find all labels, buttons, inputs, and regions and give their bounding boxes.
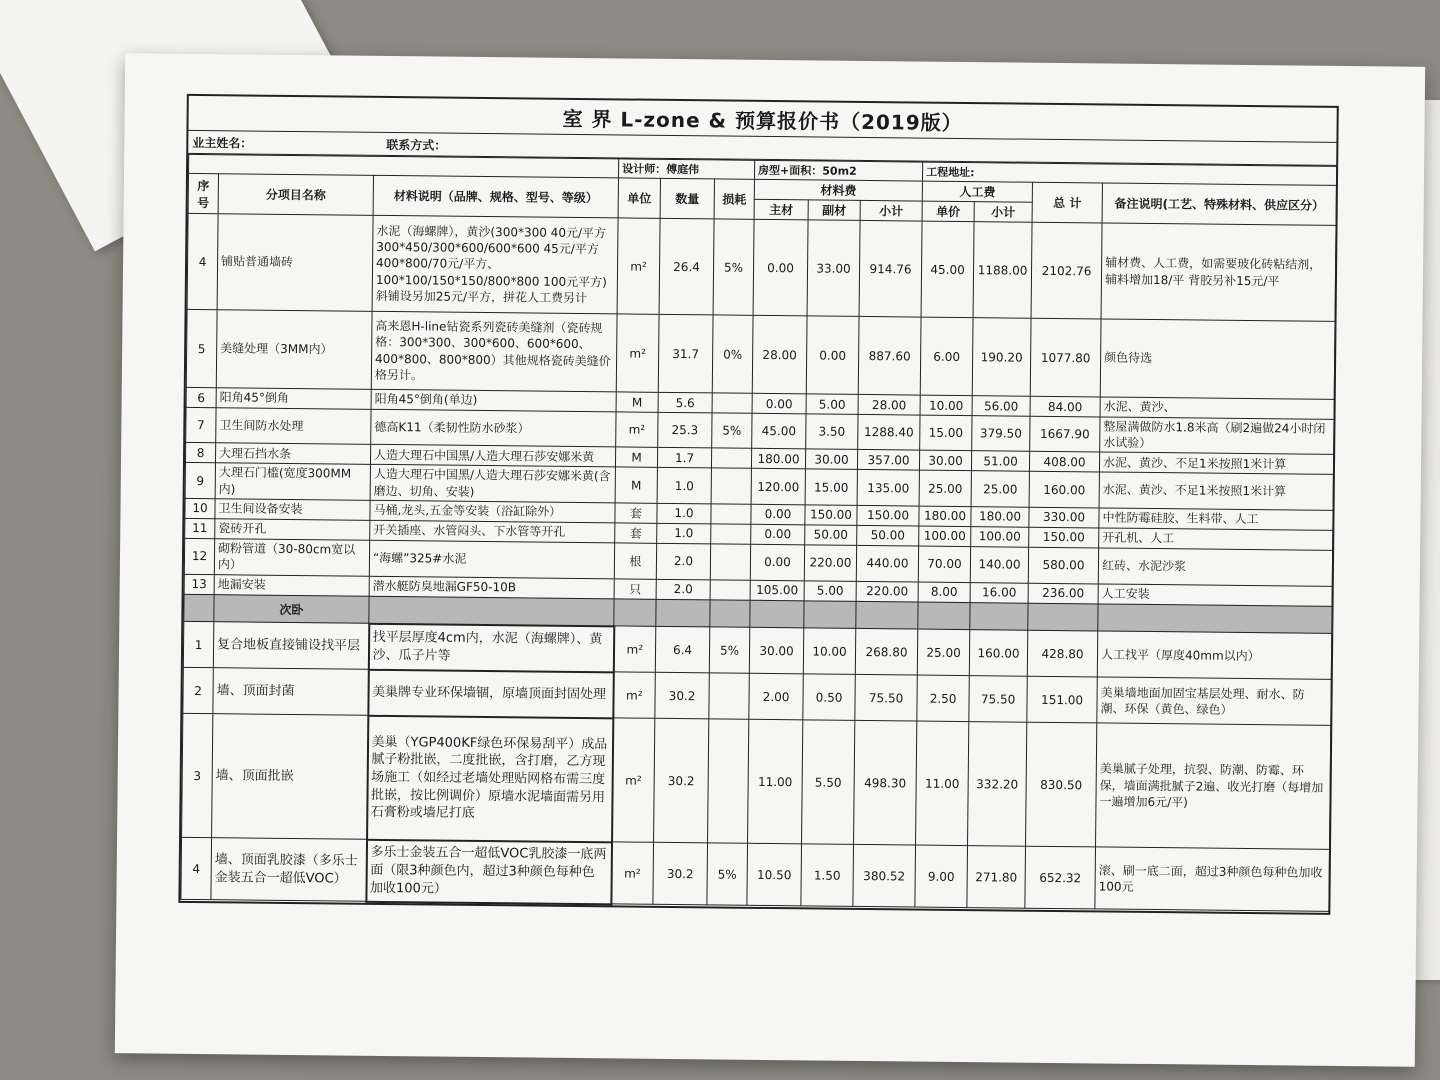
cell-remark: 人工找平（厚度40mm以内） bbox=[1097, 631, 1332, 679]
cell-material: 多乐士金装五合一超低VOC乳胶漆一底两面（限3种颜色内，超过3种颜色每种色加收100元） bbox=[366, 840, 612, 905]
cell-unit: m² bbox=[617, 218, 660, 314]
cell-sub: 150.00 bbox=[857, 505, 919, 526]
cell-aux: 5.50 bbox=[802, 720, 855, 845]
table-row bbox=[187, 213, 1336, 321]
header-unit-price: 单价 bbox=[922, 201, 974, 222]
header-seq: 序号 bbox=[188, 173, 218, 213]
cell-item: 大理石挡水条 bbox=[215, 443, 370, 465]
cell-loss bbox=[711, 448, 751, 468]
cell-sub: 914.76 bbox=[859, 220, 922, 317]
cell-remark: 颜色待选 bbox=[1100, 319, 1335, 399]
cell-total: 408.00 bbox=[1029, 452, 1099, 473]
cell-seq: 4 bbox=[187, 213, 218, 309]
cell-lsub: 379.50 bbox=[972, 416, 1030, 452]
cell-lsub: 160.00 bbox=[969, 630, 1027, 677]
cell-total: 1667.90 bbox=[1030, 416, 1100, 452]
cell-lsub: 75.50 bbox=[969, 676, 1027, 723]
cell-total: 830.50 bbox=[1026, 722, 1097, 847]
cell-remark: 水泥、黄沙、 bbox=[1100, 397, 1334, 419]
cell-lsub: 271.80 bbox=[967, 846, 1026, 909]
cell-material: 水泥（海螺牌），黄沙(300*300 40元/平方300*450/300*600/600*600 45元/平方400*800/70元/平方、100*100/150*150/800*800 100元平方)斜铺设另加25元/平方，拼花人工费另计 bbox=[372, 215, 618, 314]
cell-material: 德高K11（柔韧性防水砂浆） bbox=[371, 409, 616, 447]
cell-main: 0.00 bbox=[750, 544, 804, 581]
quotation-table bbox=[180, 154, 1337, 913]
quotation-document bbox=[178, 94, 1338, 915]
cell-remark: 辅材费、人工费，如需要玻化砖粘结剂，辅料增加18/平 背胶另补15元/平 bbox=[1101, 223, 1336, 321]
cell-sub: 135.00 bbox=[857, 470, 919, 506]
cell-aux: 30.00 bbox=[805, 449, 857, 470]
cell-total: 1077.80 bbox=[1030, 318, 1101, 397]
cell-loss bbox=[711, 504, 751, 524]
cell-aux: 5.00 bbox=[806, 394, 858, 415]
cell-qty: 30.2 bbox=[653, 843, 708, 906]
table-row bbox=[181, 838, 1330, 912]
cell-qty: 6.4 bbox=[655, 627, 709, 674]
cell-remark: 整屋满做防水1.8米高（刷2遍做24小时闭水试验） bbox=[1100, 417, 1334, 455]
header-material: 材料说明（品牌、规格、型号、等级） bbox=[373, 175, 618, 218]
cell-loss bbox=[710, 580, 750, 600]
cell-material: 马桶,龙头,五金等安装（浴缸除外） bbox=[370, 500, 615, 523]
cell-loss: 5% bbox=[712, 413, 752, 449]
cell-seq: 13 bbox=[184, 574, 214, 594]
cell-lprice: 25.00 bbox=[917, 629, 969, 676]
header-loss: 损耗 bbox=[714, 179, 754, 219]
header-aux: 副材 bbox=[808, 200, 860, 221]
cell-qty: 30.2 bbox=[655, 673, 709, 720]
cell-sub: 357.00 bbox=[857, 450, 919, 471]
cell-sub: 28.00 bbox=[858, 394, 920, 415]
cell-material: 人造大理石中国黑/人造大理石莎安娜米黄(含磨边、切角、安装) bbox=[370, 465, 615, 503]
header-subtotal: 小计 bbox=[860, 200, 922, 221]
cell-main: 30.00 bbox=[749, 628, 803, 675]
cell-seq: 6 bbox=[186, 387, 216, 407]
cell-main: 0.00 bbox=[751, 524, 805, 545]
cell-qty: 26.4 bbox=[659, 218, 714, 315]
cell-aux: 220.00 bbox=[804, 545, 856, 582]
cell-sub: 887.60 bbox=[858, 316, 921, 395]
cell-total: 428.80 bbox=[1027, 630, 1097, 677]
cell-loss: 0% bbox=[712, 315, 753, 393]
cell-remark: 人工安装 bbox=[1098, 584, 1332, 606]
cell-qty: 2.0 bbox=[656, 543, 710, 580]
cell-lprice: 6.00 bbox=[920, 317, 973, 396]
cell-total: 151.00 bbox=[1027, 676, 1097, 723]
cell-unit: 套 bbox=[615, 523, 657, 543]
cell-lprice: 11.00 bbox=[916, 721, 969, 846]
cell-main: 10.50 bbox=[747, 844, 802, 907]
header-qty: 数量 bbox=[660, 178, 714, 219]
cell-total: 330.00 bbox=[1029, 507, 1099, 528]
designer-label: 设计师：傅庭伟 bbox=[619, 159, 755, 179]
cell-seq: 7 bbox=[186, 407, 216, 443]
cell-lsub: 100.00 bbox=[971, 526, 1029, 547]
cell-aux: 15.00 bbox=[805, 469, 857, 505]
cell-seq: 1 bbox=[183, 622, 213, 668]
cell-material: “海螺”325#水泥 bbox=[369, 540, 614, 579]
cell-qty: 2.0 bbox=[656, 579, 710, 600]
cell-total: 2102.76 bbox=[1031, 222, 1102, 319]
cell-seq: 2 bbox=[183, 668, 213, 714]
cell-aux: 0.00 bbox=[806, 316, 859, 395]
table-row bbox=[186, 309, 1335, 399]
cell-remark: 水泥、黄沙、不足1米按照1米计算 bbox=[1099, 452, 1333, 474]
cell-sub: 1288.40 bbox=[858, 414, 920, 450]
cell-lsub: 51.00 bbox=[971, 451, 1029, 472]
cell-unit: 只 bbox=[614, 579, 656, 599]
cell-total: 580.00 bbox=[1028, 547, 1098, 584]
cell-remark: 水泥、黄沙、不足1米按照1米计算 bbox=[1099, 472, 1333, 510]
table-row bbox=[182, 714, 1331, 850]
cell-remark: 美巢墙地面加固宝基层处理、耐水、防潮、环保（黄色、绿色） bbox=[1097, 677, 1332, 725]
cell-lprice: 100.00 bbox=[919, 526, 971, 547]
cell-loss: 5% bbox=[713, 219, 754, 315]
cell-main: 45.00 bbox=[752, 413, 806, 449]
cell-material: 阳角45°倒角(单边) bbox=[371, 389, 616, 412]
cell-item: 卫生间防水处理 bbox=[216, 408, 371, 445]
header-main: 主材 bbox=[754, 199, 808, 220]
cell-lsub: 190.20 bbox=[972, 318, 1031, 397]
cell-lsub: 332.20 bbox=[968, 722, 1027, 847]
cell-remark: 开孔机、人工 bbox=[1099, 528, 1333, 550]
cell-sub: 75.50 bbox=[855, 675, 918, 722]
cell-item: 墙、顶面批嵌 bbox=[212, 714, 368, 840]
cell-item: 砌粉管道（30-80cm宽以内） bbox=[214, 538, 369, 576]
cell-remark: 美巢腻子处理，抗裂、防潮、防霉、环保，墙面满批腻子2遍、收光打磨（每增加一遍增加6元/平) bbox=[1096, 723, 1331, 849]
cell-total: 150.00 bbox=[1029, 527, 1099, 548]
cell-qty: 31.7 bbox=[658, 314, 713, 393]
cell-item: 铺贴普通墙砖 bbox=[217, 214, 373, 312]
cell-item: 墙、顶面封菌 bbox=[213, 668, 368, 716]
cell-material: 高来恩H-line钻瓷系列瓷砖美缝剂（瓷砖规格：300*300、300*600、600*600、400*800、800*800）其他规格瓷砖美缝价格另计。 bbox=[371, 311, 617, 392]
cell-loss bbox=[710, 544, 750, 580]
cell-item: 地漏安装 bbox=[214, 574, 369, 596]
cell-lsub: 56.00 bbox=[972, 396, 1030, 417]
cell-unit: 根 bbox=[614, 543, 656, 579]
cell-lsub: 140.00 bbox=[970, 546, 1028, 583]
cell-unit: m² bbox=[613, 672, 655, 718]
quotation-sheet bbox=[115, 53, 1425, 1067]
cell-main: 11.00 bbox=[748, 720, 803, 845]
cell-seq: 8 bbox=[185, 443, 215, 463]
cell-qty: 30.2 bbox=[654, 719, 709, 844]
cell-aux: 0.50 bbox=[803, 674, 855, 721]
cell-main: 180.00 bbox=[751, 449, 805, 470]
cell-item: 阳角45°倒角 bbox=[216, 388, 371, 410]
cell-material: 开关插座、水管闷头、下水管等开孔 bbox=[370, 520, 615, 543]
cell-lprice: 10.00 bbox=[920, 395, 972, 416]
cell-lsub: 1188.00 bbox=[973, 222, 1032, 319]
cell-loss: 5% bbox=[709, 627, 749, 673]
cell-loss bbox=[711, 524, 751, 544]
cell-material: 找平层厚度4cm内，水泥（海螺牌）、黄沙、瓜子片等 bbox=[368, 624, 613, 673]
cell-loss bbox=[709, 673, 749, 719]
cell-unit: m² bbox=[612, 718, 655, 842]
header-labor-subtotal: 小计 bbox=[974, 202, 1032, 223]
cell-remark: 滚、刷一底二面，超过3种颜色每种色加收100元 bbox=[1095, 847, 1330, 911]
header-labor-fee: 人工费 bbox=[922, 181, 1032, 202]
cell-lprice: 25.00 bbox=[919, 470, 971, 506]
cell-main: 0.00 bbox=[751, 504, 805, 525]
cell-unit: m² bbox=[616, 314, 659, 392]
room-label: 房型+面积：50m2 bbox=[755, 160, 923, 181]
cell-item: 复合地板直接铺设找平层 bbox=[213, 622, 368, 670]
contact-label: 联系方式： bbox=[386, 137, 447, 153]
cell-lsub: 25.00 bbox=[971, 471, 1029, 507]
cell-sub: 268.80 bbox=[855, 629, 918, 676]
cell-seq: 9 bbox=[185, 463, 215, 499]
cell-main: 28.00 bbox=[752, 315, 807, 394]
cell-aux: 33.00 bbox=[807, 220, 860, 317]
cell-main: 2.00 bbox=[749, 674, 803, 721]
cell-lprice: 180.00 bbox=[919, 506, 971, 527]
address-label: 工程地址: bbox=[923, 162, 1337, 185]
cell-lprice: 9.00 bbox=[915, 845, 968, 908]
cell-material: 潜水艇防臭地漏GF50-10B bbox=[369, 576, 614, 599]
cell-unit: m² bbox=[611, 842, 654, 904]
cell-unit: M bbox=[615, 447, 657, 467]
cell-lprice: 30.00 bbox=[919, 450, 971, 471]
cell-qty: 1.7 bbox=[657, 448, 711, 469]
cell-aux: 150.00 bbox=[805, 505, 857, 526]
header-unit: 单位 bbox=[618, 178, 660, 218]
cell-seq: 12 bbox=[184, 538, 214, 574]
cell-remark: 红砖、水泥沙浆 bbox=[1098, 548, 1332, 586]
cell-qty: 1.0 bbox=[657, 468, 711, 504]
cell-seq: 10 bbox=[185, 498, 215, 518]
header-remark: 备注说明(工艺、特殊材料、供应区分） bbox=[1102, 183, 1336, 225]
section-title: 次卧 bbox=[214, 594, 369, 623]
cell-loss bbox=[712, 393, 752, 413]
document-title: 室 界 L-zone & 预算报价书（2019版） bbox=[188, 96, 1336, 143]
cell-main: 105.00 bbox=[750, 580, 804, 601]
cell-material: 美巢牌专业环保墙锢，原墙顶面封固处理 bbox=[368, 670, 613, 719]
cell-item: 大理石门槛(宽度300MM内) bbox=[215, 463, 370, 500]
header-material-fee: 材料费 bbox=[754, 179, 922, 201]
cell-material: 人造大理石中国黑/人造大理石莎安娜米黄 bbox=[370, 445, 615, 468]
cell-qty: 25.3 bbox=[658, 412, 712, 448]
cell-loss: 5% bbox=[707, 843, 748, 905]
cell-main: 0.00 bbox=[752, 393, 806, 414]
cell-sub: 380.52 bbox=[853, 845, 916, 908]
cell-aux: 50.00 bbox=[805, 525, 857, 546]
header-total: 总 计 bbox=[1032, 182, 1102, 223]
cell-qty: 1.0 bbox=[657, 503, 711, 524]
cell-lsub: 180.00 bbox=[971, 506, 1029, 527]
cell-aux: 1.50 bbox=[801, 844, 854, 907]
owner-label: 业主姓名： bbox=[192, 135, 253, 151]
cell-item: 美缝处理（3MM内） bbox=[216, 310, 372, 390]
cell-unit: 套 bbox=[615, 503, 657, 523]
cell-total: 84.00 bbox=[1030, 396, 1100, 417]
cell-item: 瓷砖开孔 bbox=[215, 518, 370, 540]
cell-total: 236.00 bbox=[1028, 583, 1098, 604]
cell-remark: 中性防霉硅胶、生料带、人工 bbox=[1099, 508, 1333, 530]
cell-unit: m² bbox=[616, 412, 658, 448]
cell-lprice: 70.00 bbox=[918, 546, 970, 583]
cell-qty: 1.0 bbox=[657, 523, 711, 544]
cell-sub: 498.30 bbox=[854, 721, 917, 846]
cell-unit: M bbox=[616, 392, 658, 412]
cell-unit: M bbox=[615, 467, 657, 503]
cell-aux: 10.00 bbox=[803, 628, 855, 675]
cell-item: 卫生间设备安装 bbox=[215, 498, 370, 520]
cell-item: 墙、顶面乳胶漆（多乐士金装五合一超低VOC） bbox=[211, 838, 367, 902]
cell-unit: m² bbox=[613, 626, 655, 672]
cell-material: 美巢（YGP400KF绿色环保易刮平）成品腻子粉批嵌，二度批嵌，含打磨，乙方现场施工（如经过老墙处理贴网格布需三度批嵌，按比例调价）原墙水泥墙面需另用石膏粉或墙尼打底 bbox=[367, 716, 613, 843]
cell-seq: 5 bbox=[186, 309, 217, 387]
cell-aux: 3.50 bbox=[806, 414, 858, 450]
cell-total: 652.32 bbox=[1025, 846, 1096, 909]
cell-loss bbox=[711, 468, 751, 504]
cell-seq: 11 bbox=[185, 518, 215, 538]
cell-seq: 4 bbox=[181, 838, 212, 900]
cell-loss bbox=[708, 719, 749, 843]
cell-sub: 220.00 bbox=[856, 581, 918, 602]
cell-lprice: 2.50 bbox=[917, 675, 969, 722]
cell-lprice: 8.00 bbox=[918, 582, 970, 603]
cell-sub: 50.00 bbox=[857, 525, 919, 546]
cell-main: 0.00 bbox=[753, 219, 808, 316]
cell-lprice: 45.00 bbox=[921, 221, 974, 318]
header-item: 分项目名称 bbox=[218, 174, 373, 216]
cell-aux: 5.00 bbox=[804, 581, 856, 602]
cell-main: 120.00 bbox=[751, 469, 805, 505]
cell-qty: 5.6 bbox=[658, 392, 712, 413]
cell-sub: 440.00 bbox=[856, 545, 918, 582]
cell-lprice: 15.00 bbox=[920, 415, 972, 451]
cell-lsub: 16.00 bbox=[970, 582, 1028, 603]
cell-total: 160.00 bbox=[1029, 472, 1099, 508]
cell-seq: 3 bbox=[182, 714, 213, 838]
